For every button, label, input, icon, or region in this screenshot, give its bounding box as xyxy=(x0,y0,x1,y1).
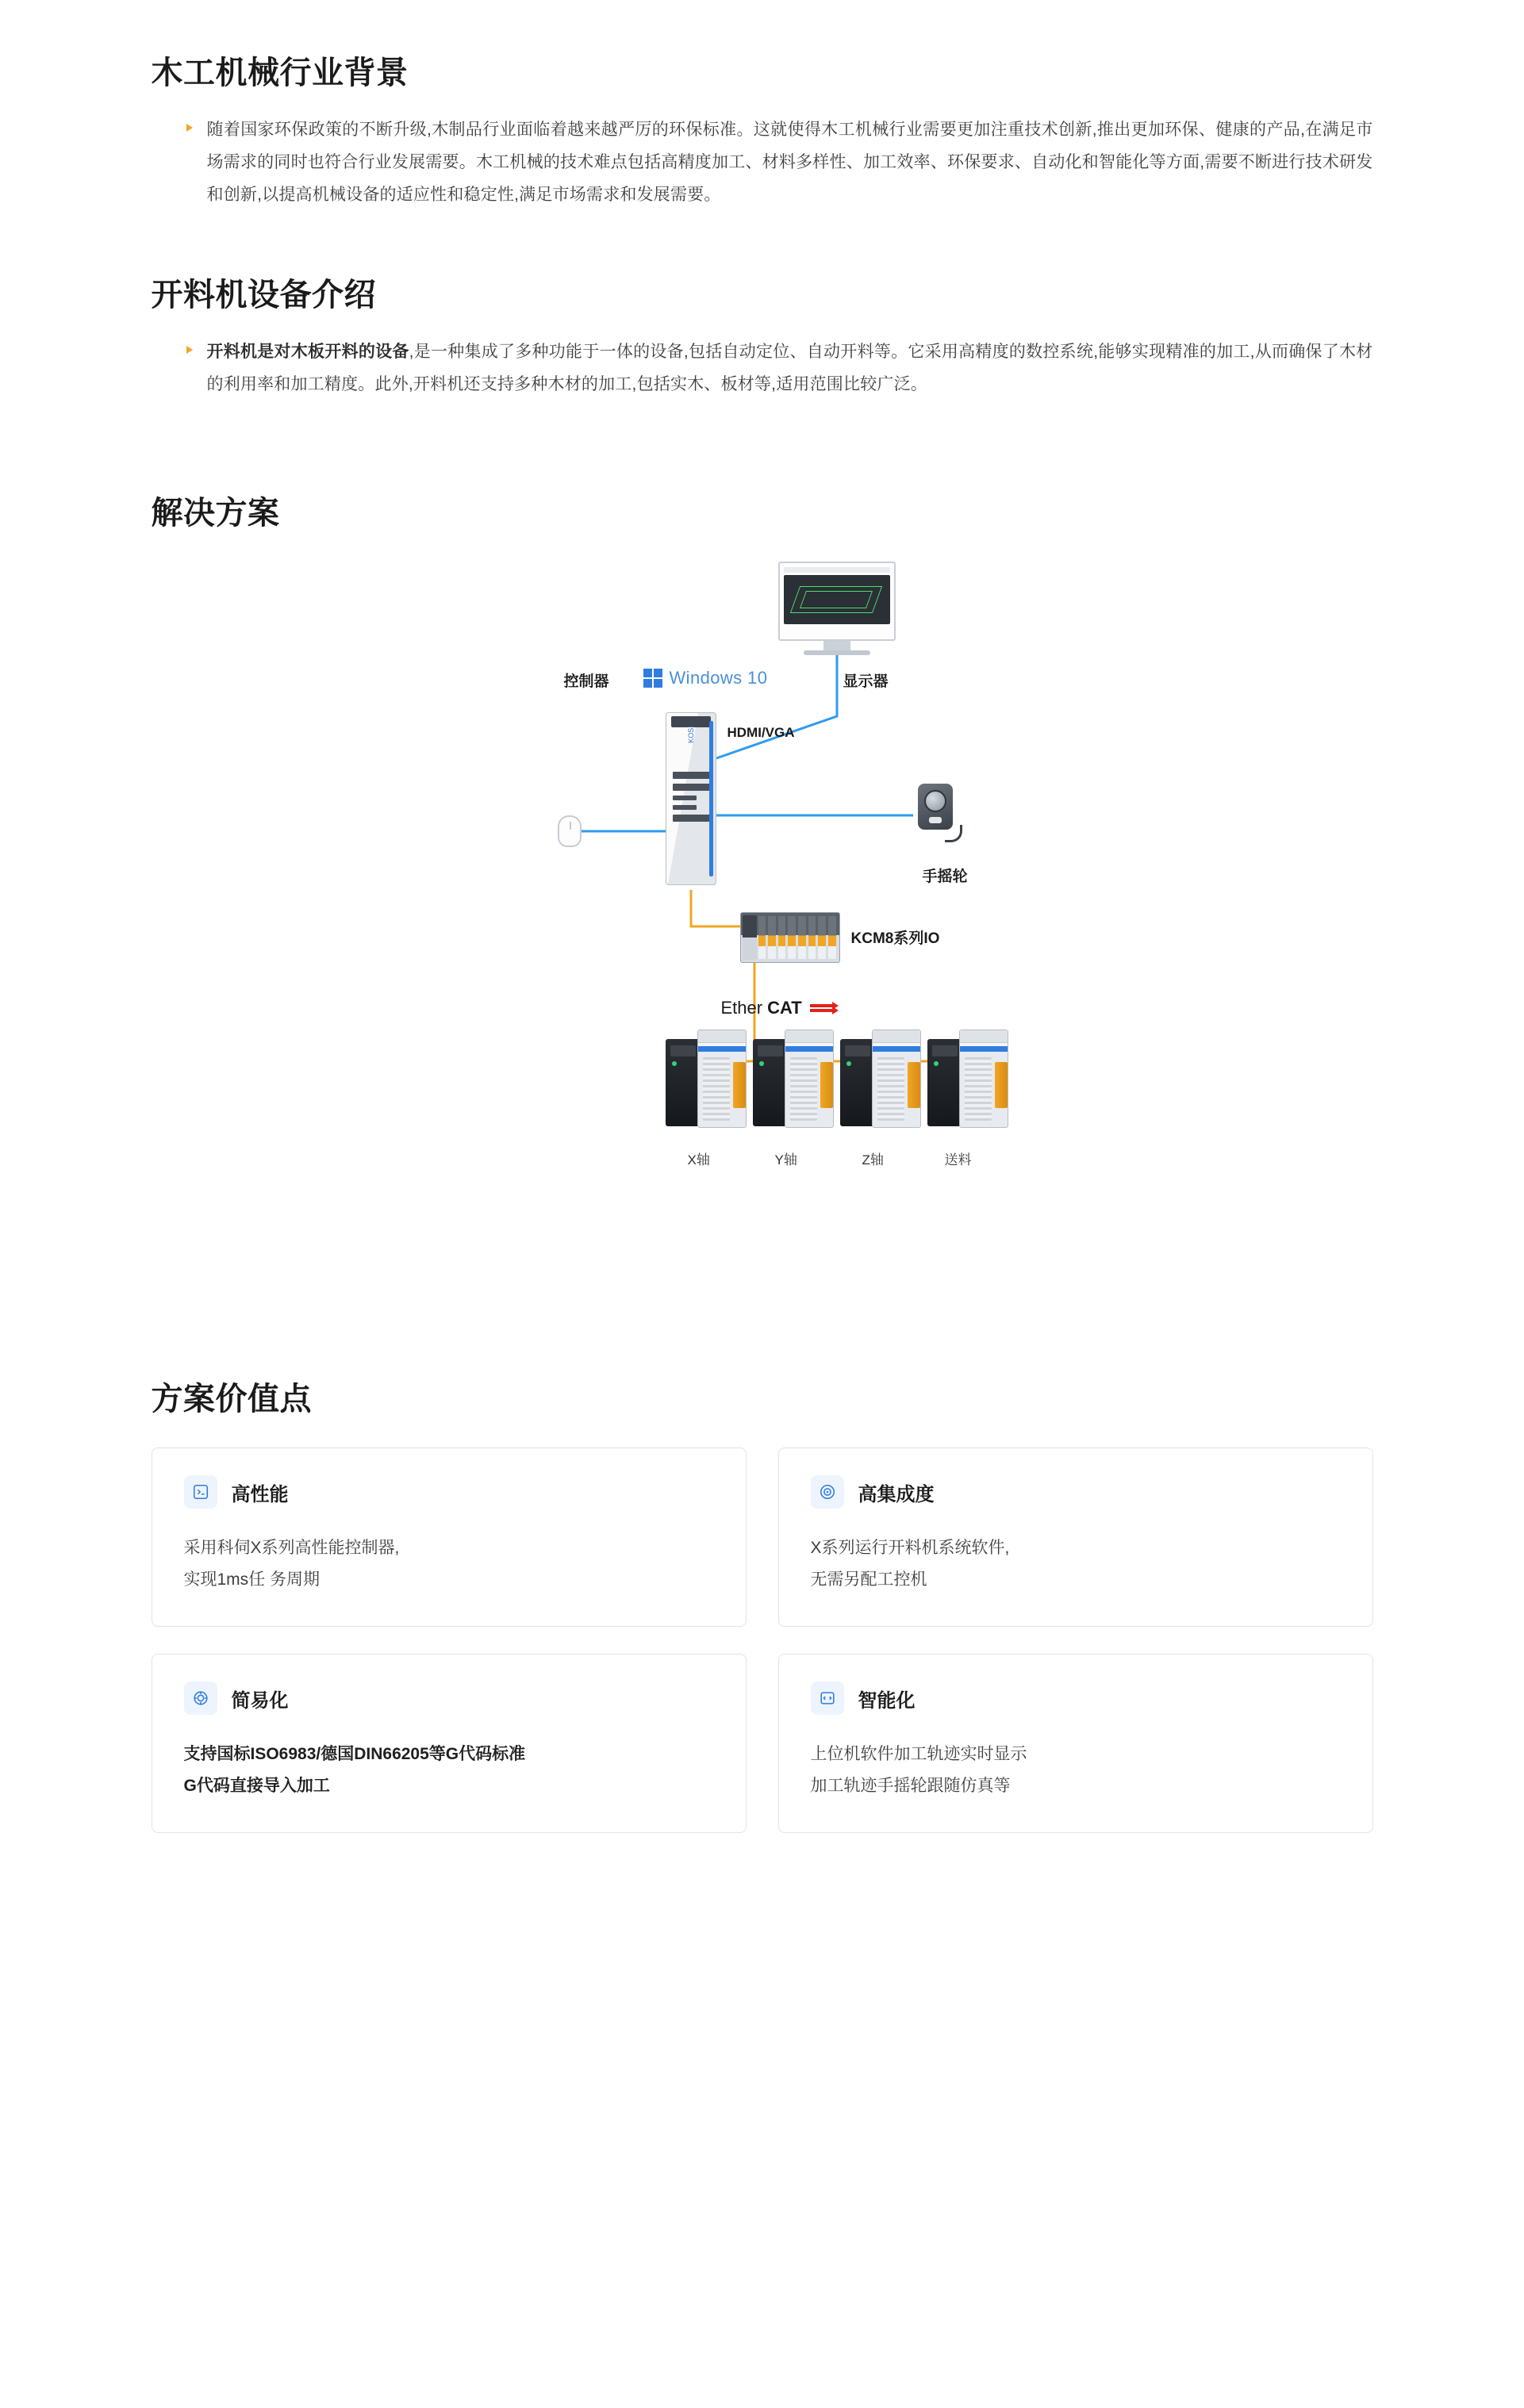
ethercat-prefix: Ether xyxy=(720,998,763,1018)
section-solution xyxy=(152,488,1373,1315)
simplify-icon xyxy=(184,1681,217,1715)
io-slot xyxy=(758,916,766,959)
io-module-device xyxy=(740,912,840,963)
controller-port xyxy=(673,784,711,791)
motor-shaft xyxy=(995,1062,1008,1108)
servo-led xyxy=(672,1061,677,1066)
page-title-solution: 解决方案 xyxy=(151,496,280,531)
motor-cap xyxy=(785,1030,833,1043)
monitor-screen xyxy=(778,562,896,641)
servo-drive xyxy=(927,1039,962,1126)
windows-label: Windows 10 xyxy=(669,668,768,688)
motor-fins xyxy=(790,1057,817,1121)
motor-blue-band xyxy=(873,1046,920,1052)
card-header xyxy=(184,1475,714,1509)
value-card-smart xyxy=(778,1654,1373,1833)
io-slot xyxy=(818,916,826,959)
performance-icon xyxy=(184,1475,217,1509)
monitor-stand xyxy=(823,641,850,650)
card-line-1: 支持国标ISO6983/德国DIN66205等G代码标准 xyxy=(183,1745,526,1763)
card-title-smart: 智能化 xyxy=(858,1689,916,1712)
label-controller: 控制器 xyxy=(563,673,609,690)
label-monitor: 显示器 xyxy=(843,673,889,690)
section-value-points xyxy=(152,1374,1373,1833)
servo-display xyxy=(932,1045,958,1056)
section-device-intro xyxy=(152,270,1373,401)
motor-cap xyxy=(873,1030,920,1043)
servo-motor xyxy=(785,1030,834,1128)
motor-cap xyxy=(960,1030,1008,1043)
bullet-item-background xyxy=(152,113,1373,211)
motor-blue-band xyxy=(698,1046,746,1052)
servo-drive xyxy=(840,1039,875,1126)
page-title-value-points: 方案价值点 xyxy=(151,1382,312,1417)
label-axis-y: Y轴 xyxy=(774,1152,797,1168)
controller-brand-mark: KOSI xyxy=(686,726,695,743)
handwheel-body xyxy=(918,784,953,830)
windows-logo-icon xyxy=(643,669,662,688)
motor-blue-band xyxy=(785,1046,833,1052)
servo-axis-z xyxy=(840,1030,923,1131)
card-line-2: 实现1ms任 务周期 xyxy=(183,1570,321,1589)
solution-diagram xyxy=(152,554,1373,1315)
io-module-slots xyxy=(758,916,836,959)
card-line-1: X系列运行开料机系统软件, xyxy=(810,1539,1010,1557)
motor-shaft xyxy=(733,1062,746,1108)
section-industry-background xyxy=(152,48,1373,211)
servo-display xyxy=(845,1045,870,1056)
controller-port xyxy=(673,796,697,800)
card-header xyxy=(811,1681,1341,1715)
page-title-device-intro: 开料机设备介绍 xyxy=(151,278,376,313)
label-axis-x: X轴 xyxy=(687,1152,710,1168)
monitor-cad-canvas xyxy=(784,575,890,624)
monitor-device xyxy=(778,562,896,655)
cad-wireframe-inner xyxy=(799,591,872,608)
card-line-1: 采用科伺X系列高性能控制器, xyxy=(183,1539,400,1557)
io-slot xyxy=(798,916,806,959)
card-line-2: 无需另配工控机 xyxy=(810,1570,927,1589)
label-handwheel: 手摇轮 xyxy=(922,868,968,885)
mouse-icon xyxy=(558,815,582,847)
motor-fins xyxy=(965,1057,992,1121)
bullet-triangle-icon xyxy=(185,113,202,132)
controller-port xyxy=(673,815,711,822)
ethercat-arrows-icon xyxy=(810,1004,834,1012)
io-slot xyxy=(788,916,796,959)
controller-ports xyxy=(673,772,711,826)
card-line-2: 加工轨迹手摇轮跟随仿真等 xyxy=(810,1777,1011,1795)
card-body-smart xyxy=(811,1739,1341,1802)
windows-badge xyxy=(643,668,768,688)
io-slot xyxy=(778,916,786,959)
servo-axis-feeder xyxy=(927,1030,1010,1131)
card-title-integration: 高集成度 xyxy=(858,1483,935,1505)
card-header xyxy=(184,1681,714,1715)
integration-icon xyxy=(811,1475,844,1509)
page-title-industry-background: 木工机械行业背景 xyxy=(151,56,409,90)
servo-drive xyxy=(666,1039,701,1126)
handwheel-dial xyxy=(924,790,946,812)
card-title-simplify: 简易化 xyxy=(231,1689,289,1712)
paragraph-device-intro xyxy=(207,336,1373,401)
ethercat-bold: CAT xyxy=(767,998,802,1018)
card-line-2: G代码直接导入加工 xyxy=(183,1777,330,1795)
card-header xyxy=(811,1475,1341,1509)
smart-icon xyxy=(811,1681,844,1715)
value-card-performance xyxy=(152,1447,747,1627)
monitor-toolbar xyxy=(784,567,890,573)
monitor-base xyxy=(804,650,870,655)
card-body-performance xyxy=(184,1532,714,1596)
controller-blue-stripe xyxy=(709,721,713,876)
controller-port xyxy=(673,772,711,779)
servo-motor xyxy=(697,1030,747,1128)
servo-led xyxy=(846,1061,851,1066)
servo-led xyxy=(759,1061,764,1066)
io-slot xyxy=(828,916,836,959)
content-container xyxy=(152,48,1373,1833)
motor-cap xyxy=(698,1030,746,1043)
servo-motor xyxy=(872,1030,921,1128)
handwheel-knob xyxy=(929,817,942,823)
label-hdmi-vga: HDMI/VGA xyxy=(727,725,795,740)
handwheel-device xyxy=(913,784,958,844)
servo-display xyxy=(670,1045,696,1056)
servo-led xyxy=(934,1061,939,1066)
ethercat-badge xyxy=(721,998,834,1018)
label-io-module: KCM8系列IO xyxy=(850,930,940,947)
motor-shaft xyxy=(820,1062,833,1108)
card-line-1: 上位机软件加工轨迹实时显示 xyxy=(810,1745,1027,1763)
servo-axis-x xyxy=(666,1030,748,1131)
io-slot xyxy=(808,916,816,959)
servo-drive xyxy=(753,1039,788,1126)
servo-axis-y xyxy=(753,1030,835,1131)
paragraph-industry-background: 随着国家环保政策的不断升级,木制品行业面临着越来越严厉的环保标准。这就使得木工机械行业需要更加注重技术创新,推出更加环保、健康的产品,在满足市场需求的同时也符合行业发展需要。木工机械的技术难点包括高精度加工、材料多样性、加工效率、环保要求、自动化和智能化等方面,需要不断进行技术研发和创新,以提高机械设备的适应性和稳定性,满足市场需求和发展需要。 xyxy=(206,121,1373,204)
card-body-simplify xyxy=(184,1739,714,1802)
label-axis-feeder: 送料 xyxy=(944,1152,972,1168)
motor-blue-band xyxy=(960,1046,1008,1052)
motor-fins xyxy=(877,1057,904,1121)
card-title-performance: 高性能 xyxy=(231,1483,289,1505)
servo-display xyxy=(758,1045,783,1056)
io-slot xyxy=(768,916,776,959)
value-cards-grid xyxy=(152,1447,1373,1833)
device-lead-text: 开料机是对木板开料的设备 xyxy=(206,343,409,361)
controller-device xyxy=(666,712,716,885)
controller-port xyxy=(673,805,697,810)
value-card-simplify xyxy=(152,1654,747,1833)
device-rest-text: ,是一种集成了多种功能于一体的设备,包括自动定位、自动开料等。它采用高精度的数控系统,能够实现精准的加工,从而确保了木材的利用率和加工精度。此外,开料机还支持多种木材的加工,包括实木、板材等,适用范围比较广泛。 xyxy=(206,343,1373,393)
motor-shaft xyxy=(908,1062,920,1108)
bullet-item-device xyxy=(152,336,1373,401)
servo-motor xyxy=(959,1030,1008,1128)
card-body-integration xyxy=(811,1532,1341,1596)
bullet-triangle-icon xyxy=(185,336,202,355)
label-axis-z: Z轴 xyxy=(862,1152,884,1168)
value-card-integration xyxy=(778,1447,1373,1627)
motor-fins xyxy=(703,1057,730,1121)
io-module-head xyxy=(743,915,757,960)
